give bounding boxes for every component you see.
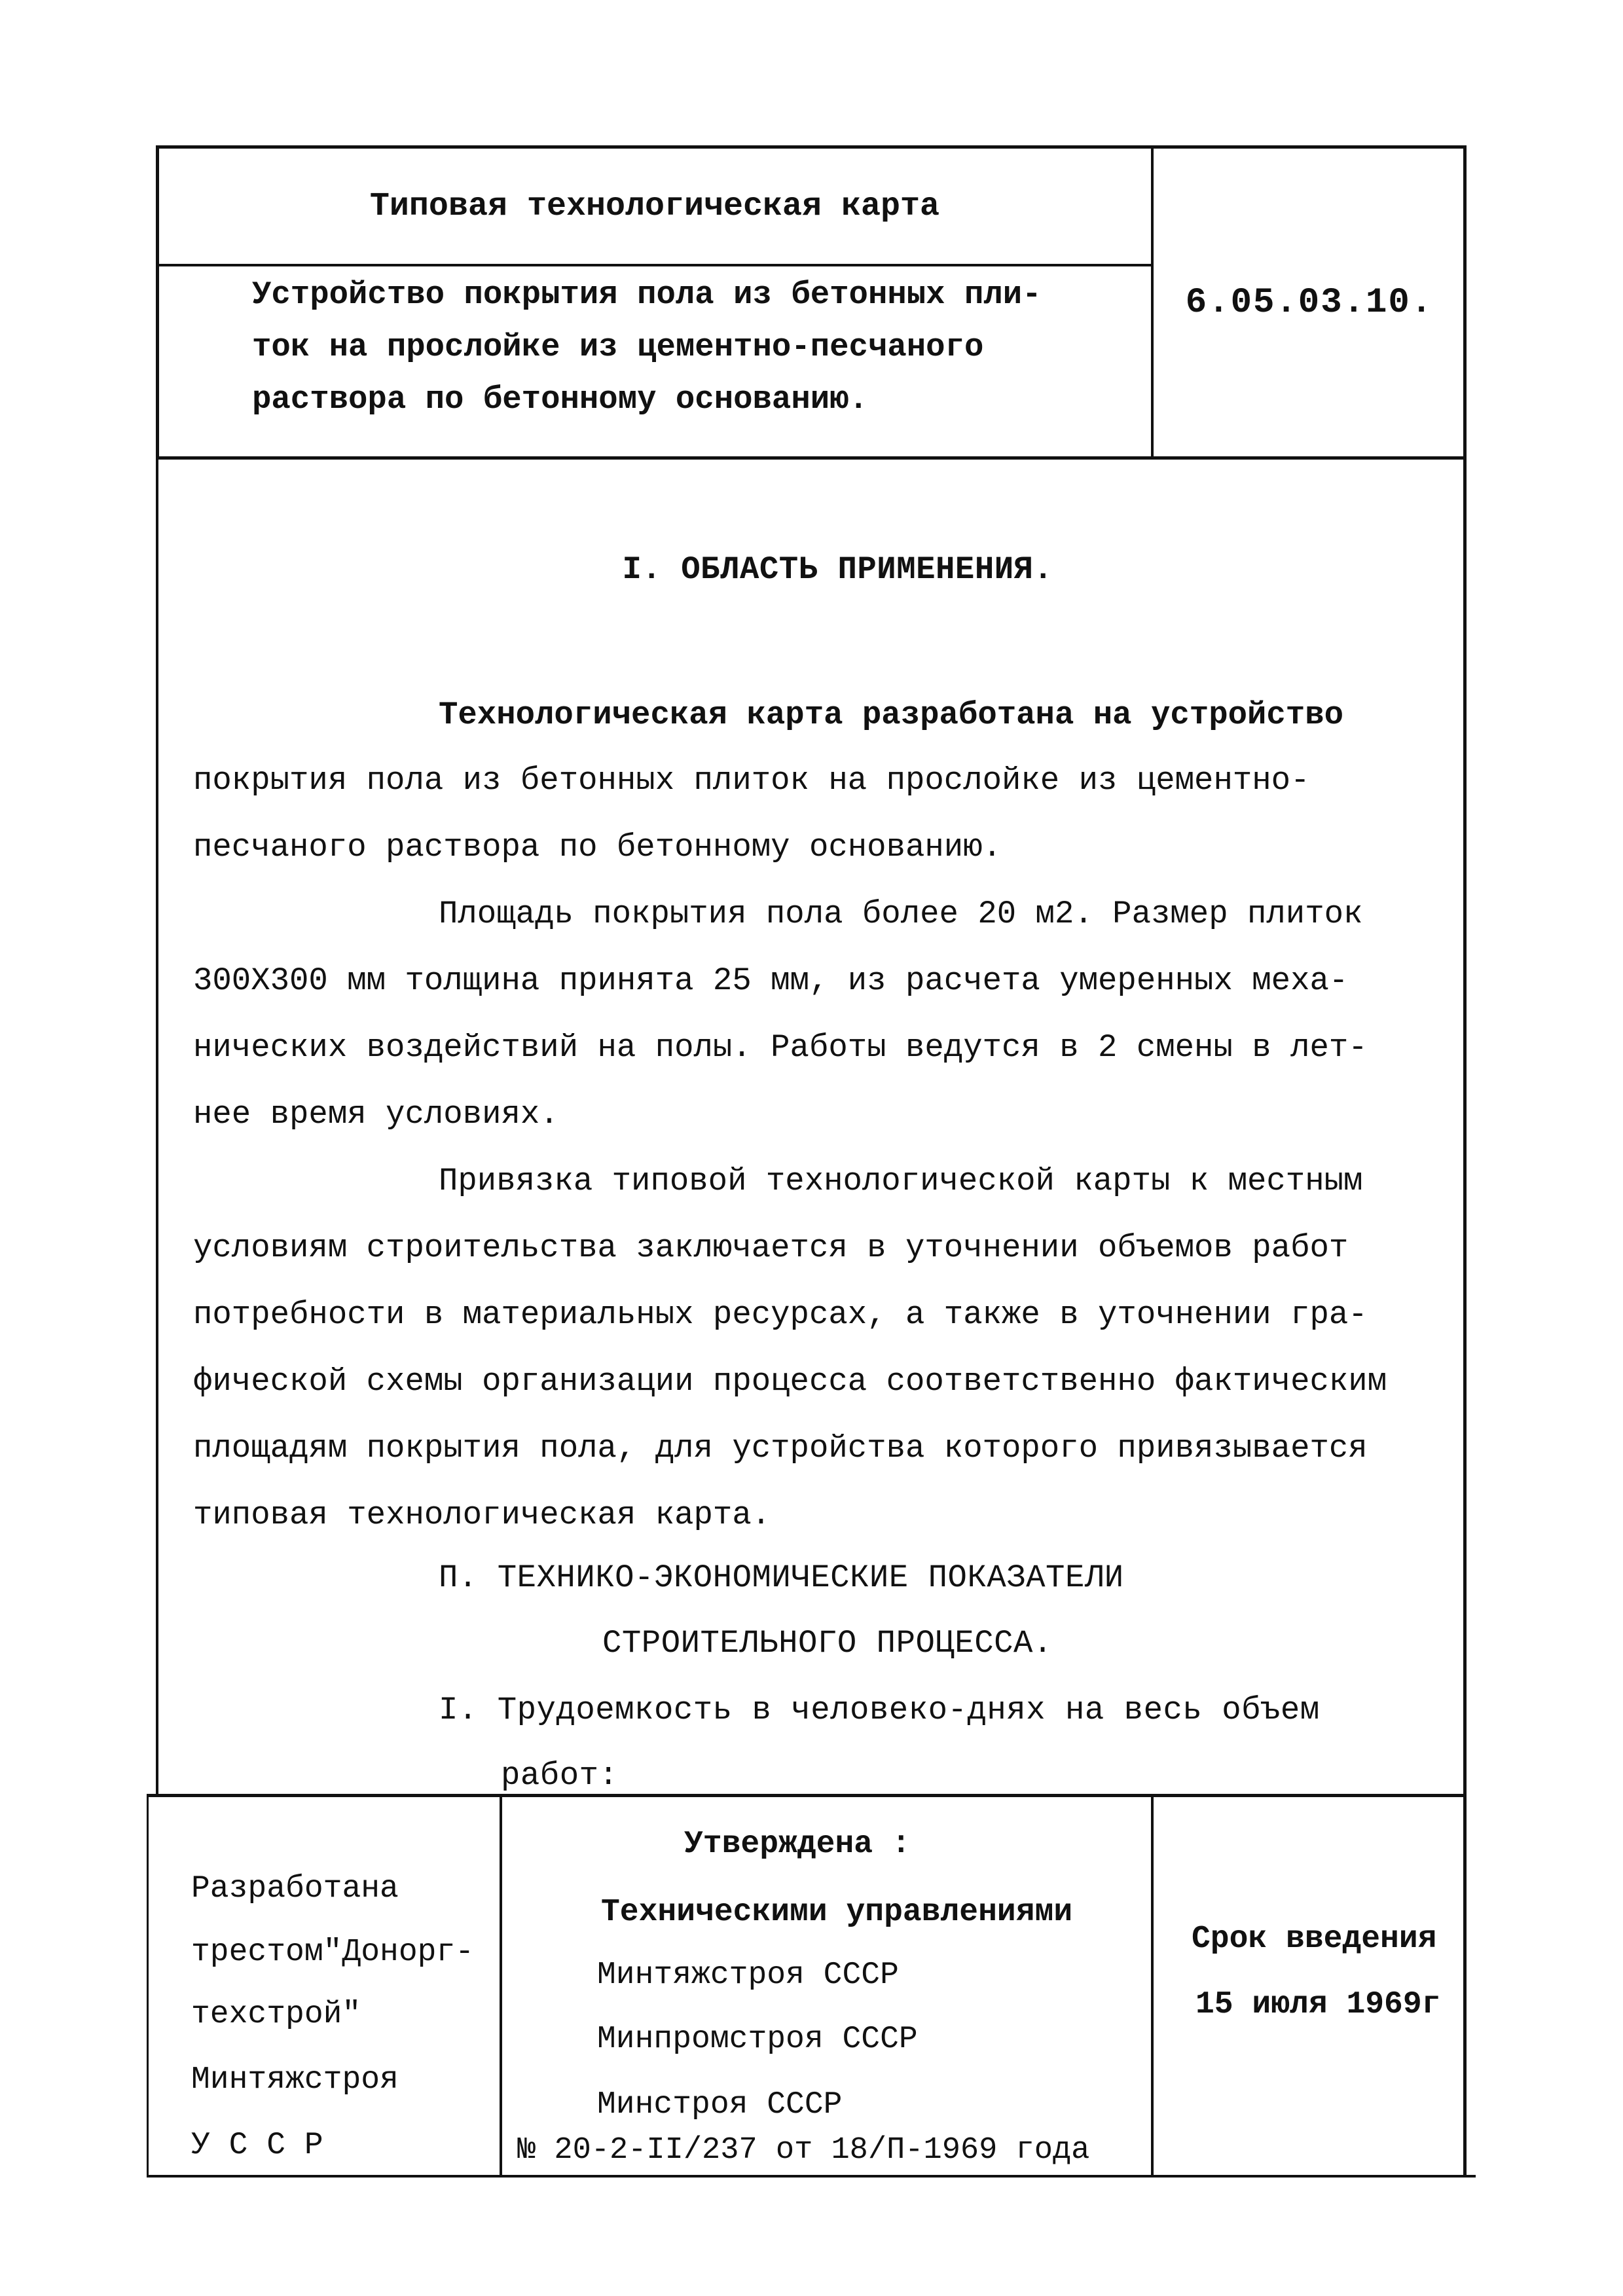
footer-left-line [147, 1794, 149, 2177]
document-code-cell [1152, 147, 1467, 458]
approved-line: Минтяжстроя СССР [597, 1958, 899, 1993]
body-line: нических воздействий на полы. Работы ведутся в 2 смены в лет- [193, 1029, 1368, 1066]
footer-bottom-line [147, 2175, 1476, 2178]
body-line: фической схемы организации процесса соответственно фактическим [193, 1363, 1387, 1400]
developer-line: трестом"Донорг- [191, 1935, 475, 1970]
approved-line: Минпромстроя СССР [597, 2022, 918, 2057]
approved-line: Минстроя СССР [597, 2087, 843, 2123]
section-2-heading-line2: СТРОИТЕЛЬНОГО ПРОЦЕССА. [602, 1625, 1053, 1662]
footer-divider-2 [1151, 1794, 1154, 2177]
section-1-heading: I. ОБЛАСТЬ ПРИМЕНЕНИЯ. [622, 551, 1053, 588]
section-2-heading-line1: П. ТЕХНИКО-ЭКОНОМИЧЕСКИЕ ПОКАЗАТЕЛИ [439, 1559, 1124, 1596]
approved-line: Техническими управлениями [601, 1895, 1073, 1930]
footer-divider-1 [500, 1794, 502, 2177]
body-left-line [156, 456, 158, 1795]
subtitle-line: ток на прослойке из цементно-песчаного [252, 329, 984, 365]
developer-line: техстрой" [191, 1997, 361, 2032]
body-line: покрытия пола из бетонных плиток на прослойке из цементно- [193, 762, 1310, 799]
body-line: потребности в материальных ресурсах, а также в уточнении гра- [193, 1296, 1368, 1333]
approved-heading: Утверждена : [684, 1827, 911, 1862]
body-line: песчаного раствора по бетонному основанию. [193, 829, 1002, 866]
effective-date: 15 июля 1969г [1195, 1987, 1441, 2022]
body-line: Технологическая карта разработана на устройство [439, 697, 1344, 733]
developer-line: Минтяжстроя [191, 2062, 399, 2098]
header-subtitle [252, 268, 1142, 426]
header-title-cell [157, 147, 1152, 265]
section-2-item-1: I. Трудоемкость в человеко-днях на весь объем [439, 1692, 1320, 1728]
body-line: нее время условиях. [193, 1096, 559, 1133]
footer-right-line [1463, 1794, 1467, 2177]
subtitle-line: Устройство покрытия пола из бетонных пли- [252, 276, 1042, 313]
body-line: типовая технологическая карта. [193, 1497, 771, 1533]
body-right-line [1463, 456, 1467, 1795]
document-code: 6.05.03.10. [1185, 283, 1434, 323]
section-2-item-1-continuation: работ: [501, 1757, 619, 1794]
document-type-title: Типовая технологическая карта [369, 187, 940, 225]
developer-line: У С С Р [191, 2128, 323, 2163]
subtitle-line: раствора по бетонному основанию. [252, 381, 868, 418]
body-line: условиям строительства заключается в уточнении объемов работ [193, 1230, 1349, 1266]
effective-label: Срок введения [1192, 1922, 1437, 1957]
body-line: Площадь покрытия пола более 20 м2. Размер плиток [439, 896, 1363, 932]
body-line: площадям покрытия пола, для устройства которого привязывается [193, 1430, 1368, 1467]
body-line: Привязка типовой технологической карты к местным [439, 1163, 1363, 1199]
body-line: 300Х300 мм толщина принята 25 мм, из расчета умеренных меха- [193, 962, 1349, 999]
developer-line: Разработана [191, 1871, 399, 1906]
approval-number: № 20-2-II/237 от 18/П-1969 года [517, 2133, 1090, 2168]
footer-top-line [147, 1794, 1467, 1797]
